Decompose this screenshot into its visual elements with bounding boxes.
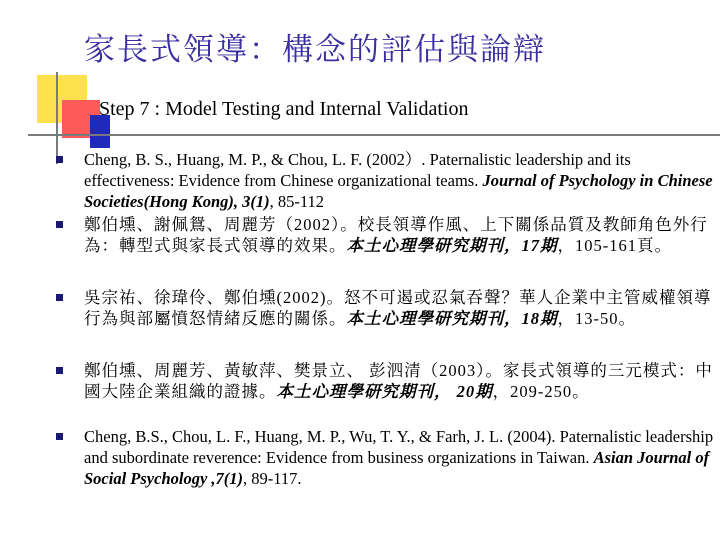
reference-journal: 本土心理學研究期刊，18期	[346, 309, 558, 328]
decor-horizontal-line	[28, 134, 720, 136]
reference-pages: ，209-250。	[492, 382, 590, 401]
bullet-icon	[56, 221, 63, 228]
decor-vertical-line	[56, 72, 58, 164]
reference-pages: , 85-112	[269, 192, 325, 211]
reference-item	[84, 149, 714, 212]
bullet-icon	[56, 433, 63, 440]
slide-subtitle: Step 7 : Model Testing and Internal Validation	[99, 98, 469, 120]
reference-journal: Journal of Psychology in Chinese Societies(Hong Kong), 3(1)	[84, 171, 713, 211]
reference-pages: ，13-50。	[557, 309, 636, 328]
reference-journal: Asian Journal of Social Psychology ,7(1)	[84, 448, 710, 488]
reference-pages: ，105-161頁。	[557, 236, 672, 255]
reference-journal: 本土心理學研究期刊，17期	[346, 236, 558, 255]
reference-journal: 本土心理學研究期刊， 20期	[276, 382, 493, 401]
bullet-icon	[56, 367, 63, 374]
bullet-icon	[56, 294, 63, 301]
reference-pages: , 89-117.	[243, 469, 302, 488]
reference-item	[84, 214, 714, 256]
reference-item	[84, 360, 714, 402]
reference-text: 鄭伯壎、周麗芳、黃敏萍、樊景立、 彭泗清（2003）。家長式領導的三元模式：中國大陸企業組織的證據。	[84, 361, 713, 401]
reference-text: 吳宗祐、徐瑋伶、鄭伯壎(2002)。怒不可遏或忍氣吞聲？華人企業中主管威權領導行為與部屬憤怒情緒反應的關係。	[84, 288, 712, 328]
reference-item	[84, 287, 714, 329]
reference-text: 鄭伯壎、謝佩鴛、周麗芳（2002）。校長領導作風、上下關係品質及教師角色外行為：轉型式與家長式領導的效果。	[84, 215, 708, 255]
reference-text: Cheng, B.S., Chou, L. F., Huang, M. P., Wu, T. Y., & Farh, J. L. (2004). Paternalistic leadership and subordinate reverence: Evidence from business organizations in Taiwan.	[84, 427, 714, 467]
reference-item	[84, 426, 714, 489]
reference-text: Cheng, B. S., Huang, M. P., & Chou, L. F. (2002）. Paternalistic leadership and its effectiveness: Evidence from Chinese organizational teams.	[84, 150, 631, 190]
bullet-icon	[56, 156, 63, 163]
slide-title: 家長式領導：構念的評估與論辯	[84, 32, 546, 68]
